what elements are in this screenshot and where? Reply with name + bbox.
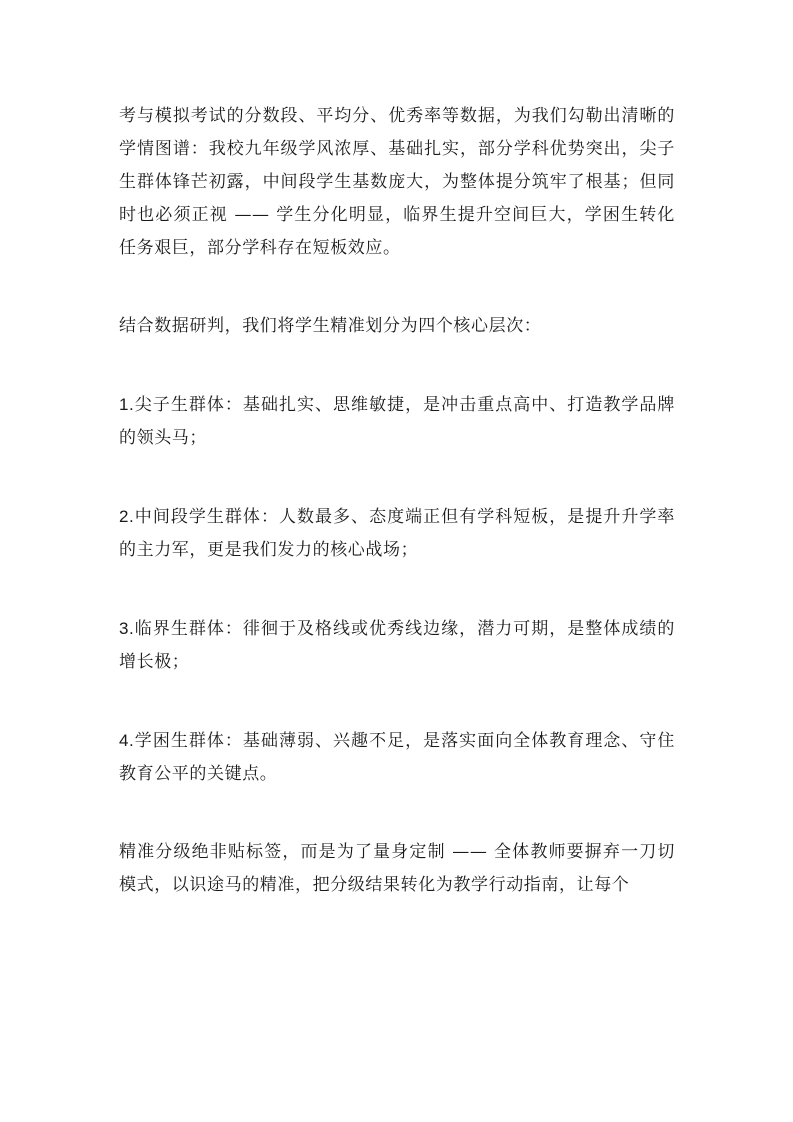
- list-item-middle-students: [119, 500, 675, 567]
- paragraph-tier-intro: 结合数据研判，我们将学生精准划分为四个核心层次：: [119, 316, 542, 336]
- list-item-number: 4.: [119, 731, 135, 750]
- document-body: [119, 100, 675, 947]
- list-item-text: 尖子生群体：基础扎实、思维敏捷，是冲击重点高中、打造教学品牌的领头马；: [119, 395, 675, 448]
- list-item-text: 中间段学生群体：人数最多、态度端正但有学科短板，是提升升学率的主力军，更是我们发力的核心战场；: [119, 507, 675, 560]
- paragraph-data-overview: 考与模拟考试的分数段、平均分、优秀率等数据，为我们勾勒出清晰的学情图谱：我校九年级学风浓厚、基础扎实，部分学科优势突出，尖子生群体锋芒初露，中间段学生基数庞大，为整体提分筑牢了根基；但同时也必须正视 —— 学生分化明显，临界生提升空间巨大，学困生转化任务艰巨，部分学科存在短板效应。: [119, 106, 675, 258]
- list-item-borderline-students: [119, 612, 675, 679]
- list-item-number: 2.: [119, 507, 135, 526]
- list-item-top-students: [119, 388, 675, 455]
- paragraph-closing: 精准分级绝非贴标签，而是为了量身定制 —— 全体教师要摒弃一刀切模式，以识途马的精准，把分级结果转化为教学行动指南，让每个: [119, 842, 675, 895]
- list-item-struggling-students: [119, 724, 675, 791]
- list-item-text: 临界生群体：徘徊于及格线或优秀线边缘，潜力可期，是整体成绩的增长极；: [119, 619, 675, 672]
- list-item-text: 学困生群体：基础薄弱、兴趣不足，是落实面向全体教育理念、守住教育公平的关键点。: [119, 731, 675, 784]
- list-item-number: 1.: [119, 395, 135, 414]
- list-item-number: 3.: [119, 619, 135, 638]
